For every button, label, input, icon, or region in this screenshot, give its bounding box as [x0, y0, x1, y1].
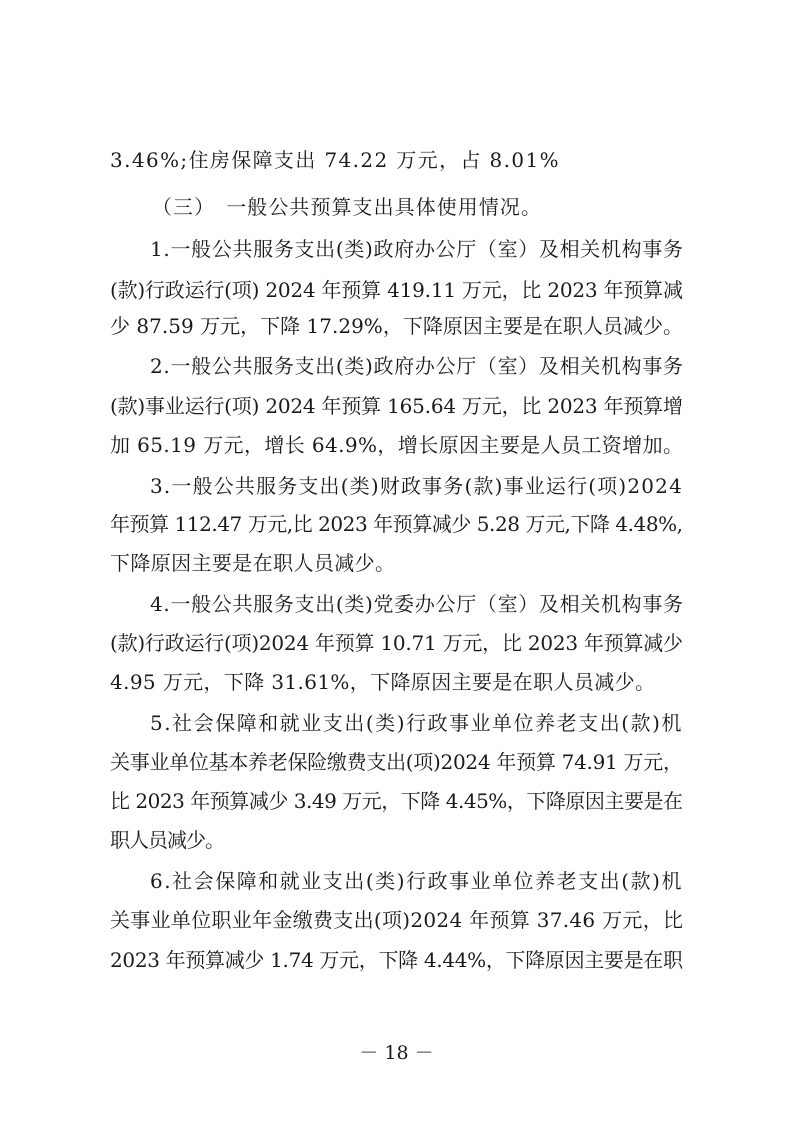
- paragraph-3-line-1: [0, 466, 793, 506]
- paragraph-4-line-3: [0, 662, 793, 702]
- text-line: 4.一般公共服务支出(类)党委办公厅（室）及相关机构事务: [150, 592, 684, 616]
- paragraph-6-line-2: [0, 900, 793, 940]
- text-line: (款)行政运行(项) 2024 年预算 419.11 万元，比 2023 年预算减: [110, 278, 683, 302]
- text-line: 下降原因主要是在职人员减少。: [110, 551, 396, 575]
- text-line: 4.95 万元，下降 31.61%，下降原因主要是在职人员减少。: [110, 670, 656, 694]
- paragraph-2-line-2: [0, 386, 793, 426]
- text-line: 关事业单位基本养老保险缴费支出(项)2024 年预算 74.91 万元，: [110, 750, 683, 774]
- section-heading: [0, 187, 793, 227]
- section-heading-text: （三） 一般公共预算支出具体使用情况。: [152, 195, 543, 219]
- paragraph-3-line-2: [0, 504, 793, 544]
- text-line: 比 2023 年预算减少 3.49 万元，下降 4.45%，下降原因主要是在: [110, 789, 683, 813]
- paragraph-4-line-2: [0, 623, 793, 663]
- paragraph-5-line-1: [0, 703, 793, 743]
- text-line: 少 87.59 万元，下降 17.29%，下降原因主要是在职人员减少。: [110, 314, 684, 338]
- page-number: － 18 －: [359, 1042, 434, 1064]
- paragraph-2-line-3: [0, 425, 793, 465]
- paragraph-1-line-2: [0, 270, 793, 310]
- text-line: 3.46%;住房保障支出 74.22 万元，占 8.01%: [110, 148, 560, 172]
- text-line: 关事业单位职业年金缴费支出(项)2024 年预算 37.46 万元，比: [110, 908, 684, 932]
- text-line: 3.一般公共服务支出(类)财政事务(款)事业运行(项)2024: [150, 474, 683, 498]
- paragraph-3-line-3: [0, 543, 793, 583]
- text-line: 职人员减少。: [110, 828, 224, 852]
- text-line: 6.社会保障和就业支出(类)行政事业单位养老支出(款)机: [150, 869, 683, 893]
- text-line-continuation: [0, 140, 793, 180]
- paragraph-6-line-3: [0, 940, 793, 980]
- paragraph-5-line-2: [0, 742, 793, 782]
- text-line: 2023 年预算减少 1.74 万元，下降 4.44%，下降原因主要是在职: [110, 948, 683, 972]
- text-line: 1.一般公共服务支出(类)政府办公厅（室）及相关机构事务: [150, 237, 684, 261]
- paragraph-5-line-3: [0, 781, 793, 821]
- paragraph-4-line-1: [0, 584, 793, 624]
- paragraph-1-line-1: [0, 229, 793, 269]
- text-line: (款)事业运行(项) 2024 年预算 165.64 万元，比 2023 年预算增: [110, 394, 683, 418]
- text-line: 2.一般公共服务支出(类)政府办公厅（室）及相关机构事务: [150, 354, 684, 378]
- text-line: 5.社会保障和就业支出(类)行政事业单位养老支出(款)机: [150, 711, 683, 735]
- paragraph-1-line-3: [0, 306, 793, 346]
- paragraph-6-line-1: [0, 861, 793, 901]
- text-line: (款)行政运行(项)2024 年预算 10.71 万元，比 2023 年预算减少: [110, 631, 683, 655]
- paragraph-5-line-4: [0, 820, 793, 860]
- paragraph-2-line-1: [0, 346, 793, 386]
- text-line: 年预算 112.47 万元,比 2023 年预算减少 5.28 万元,下降 4.48%,: [110, 512, 683, 536]
- text-line: 加 65.19 万元，增长 64.9%，增长原因主要是人员工资增加。: [110, 433, 684, 457]
